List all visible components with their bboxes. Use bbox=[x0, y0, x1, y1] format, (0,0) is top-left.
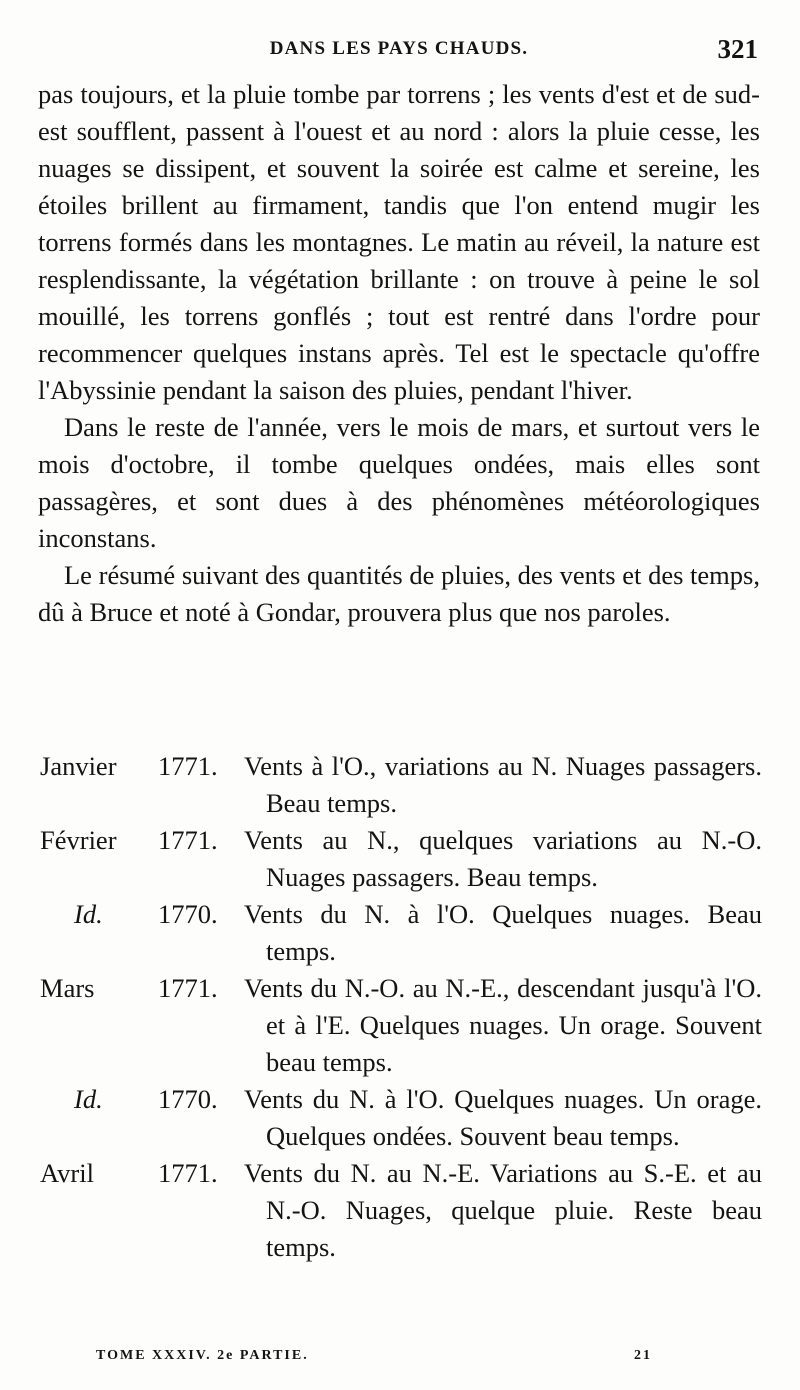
paragraph-2: Dans le reste de l'année, vers le mois de mars, et surtout vers le mois d'octobre, il tombe quelques ondées, mais elles sont passagères, et sont dues à des phénomènes météorologiques inconstans. bbox=[38, 412, 760, 553]
entry-month: Janvier bbox=[40, 751, 117, 781]
page-number: 321 bbox=[717, 34, 758, 64]
entry-row bbox=[40, 748, 762, 822]
entry-text: Vents à l'O., variations au N. Nuages passagers. Beau temps. bbox=[244, 751, 762, 818]
entry-month: Avril bbox=[40, 1158, 94, 1188]
entry-row bbox=[40, 1155, 762, 1266]
body-text bbox=[38, 76, 760, 631]
weather-entries bbox=[40, 748, 762, 1266]
entry-text: Vents du N. au N.-E. Variations au S.-E. et au N.-O. Nuages, quelque pluie. Reste beau temps. bbox=[244, 1158, 762, 1262]
entry-month: Id. bbox=[74, 899, 103, 929]
entry-row bbox=[40, 970, 762, 1081]
signature-number: 21 bbox=[634, 1348, 652, 1363]
entry-year: 1771. bbox=[158, 825, 218, 855]
entry-month: Février bbox=[40, 825, 117, 855]
entry-row bbox=[40, 822, 762, 896]
entry-year: 1770. bbox=[158, 899, 218, 929]
entry-year: 1770. bbox=[158, 1084, 218, 1114]
entry-text: Vents au N., quelques variations au N.-O. Nuages passagers. Beau temps. bbox=[244, 825, 762, 892]
paragraph-3: Le résumé suivant des quantités de pluies, des vents et des temps, dû à Bruce et noté à Gondar, prouvera plus que nos paroles. bbox=[38, 560, 760, 627]
running-title: DANS LES PAYS CHAUDS. bbox=[269, 38, 529, 59]
entry-text: Vents du N. à l'O. Quelques nuages. Un orage. Quelques ondées. Souvent beau temps. bbox=[244, 1084, 762, 1151]
entry-year: 1771. bbox=[158, 1158, 218, 1188]
signature-mark: TOME XXXIV. 2e PARTIE. bbox=[96, 1348, 309, 1363]
entry-text: Vents du N.-O. au N.-E., descendant jusqu'à l'O. et à l'E. Quelques nuages. Un orage. Souvent beau temps. bbox=[244, 973, 762, 1077]
entry-month: Id. bbox=[74, 1084, 103, 1114]
entry-text: Vents du N. à l'O. Quelques nuages. Beau temps. bbox=[244, 899, 762, 966]
entry-row bbox=[40, 896, 762, 970]
entry-year: 1771. bbox=[158, 973, 218, 1003]
entry-year: 1771. bbox=[158, 751, 218, 781]
page-footer bbox=[96, 1348, 652, 1372]
page-header bbox=[40, 34, 758, 70]
entry-row bbox=[40, 1081, 762, 1155]
paragraph-1: pas toujours, et la pluie tombe par torrens ; les vents d'est et de sud-est soufflent, passent à l'ouest et au nord : alors la pluie cesse, les nuages se dissipent, et souvent la soirée est calme et sereine, les étoiles brillent au firmament, tandis que l'on entend mugir les torrens formés dans les montagnes. Le matin au réveil, la nature est resplendissante, la végétation brillante : on trouve à peine le sol mouillé, les torrens gonflés ; tout est rentré dans l'ordre pour recommencer quelques instans après. Tel est le spectacle qu'offre l'Abyssinie pendant la saison des pluies, pendant l'hiver. bbox=[38, 79, 760, 405]
entry-month: Mars bbox=[40, 973, 95, 1003]
